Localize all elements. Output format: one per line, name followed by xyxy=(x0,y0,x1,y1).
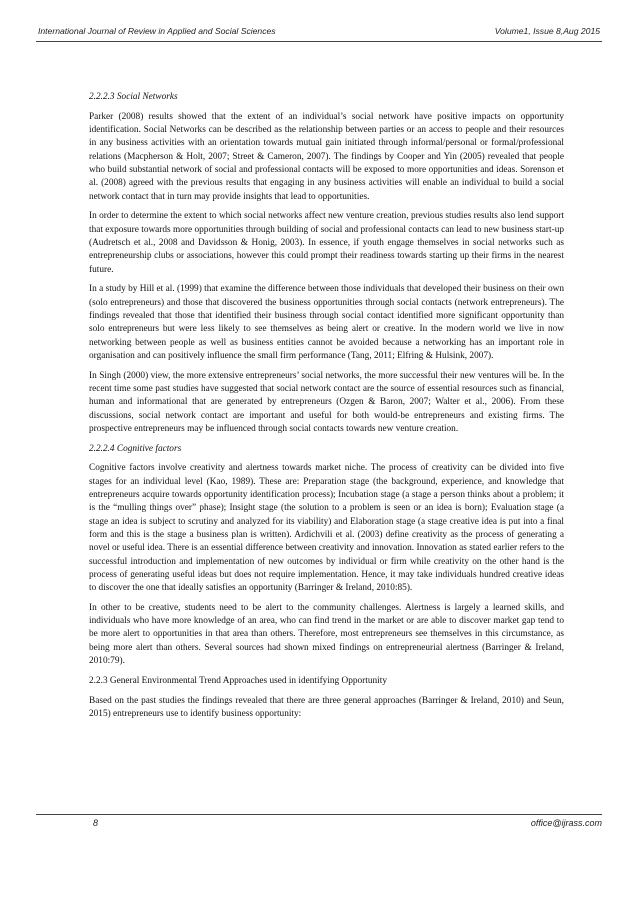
article-body xyxy=(89,91,564,728)
paragraph: In Singh (2000) view, the more extensive entrepreneurs’ social networks, the more successful their new ventures will be. In the recent time some past studies have suggested that social network contact are the source of essential resources such as financial, human and informational that are generated by entrepreneurs (Ozgen & Baron, 2007; Walter et al., 2006). From these discussions, social network contact are important and useful for both would-be entrepreneurs and existing firms. The prospective entrepreneurs may be influenced through social contacts towards new venture creation. xyxy=(89,370,564,434)
paragraph: Cognitive factors involve creativity and alertness towards market niche. The process of creativity can be divided into five stages for an individual level (Kao, 1989). These are: Preparation stage (the background, experience, and knowledge that entrepreneurs acquire towards opportunity identification process); Incubation stage (a stage a person thinks about a problem; it is the “mulling things over” phase); Insight stage (the solution to a problem is seen or an idea is born); Evaluation stage (a stage an idea is subject to scrutiny and analyzed for its viability) and Elaboration stage (a stage creative idea is put into a final form and this is the stage a business plan is written). Ardichvili et al. (2003) define creativity as the process of generating a novel or useful idea. There is an essential difference between creativity and innovation. Innovation as stated earlier refers to the successful introduction and implementation of new outcomes by individual or firm while creativity on the other hand is the process of generating useful ideas but does not require implementation. Hence, it may take individuals hundred creative ideas to discover the one that ideally satisfies an opportunity (Barringer & Ireland, 2010:85). xyxy=(89,463,564,594)
section-heading-social-networks: 2.2.2.3 Social Networks xyxy=(89,92,178,102)
paragraph: Based on the past studies the findings revealed that there are three general approaches (Barringer & Ireland, 2010) and Seun, 2015) entrepreneurs use to identify business opportunity: xyxy=(89,695,564,719)
paragraph: In order to determine the extent to which social networks affect new venture creation, previous studies results also lend support that exposure towards more opportunities through building of social and professional contacts can lead to new business start-up (Audretsch et al., 2008 and Davidsson & Honig, 2003). In essence, if youth engage themselves in social networks such as entrepreneurship clubs or associations, however this could prompt their readiness towards starting up their firms in the nearest future. xyxy=(89,211,564,275)
volume-issue: Volume1, Issue 8,Aug 2015 xyxy=(494,26,600,36)
section-heading-cognitive-factors: 2.2.2.4 Cognitive factors xyxy=(89,443,182,454)
footer-rule xyxy=(36,814,602,815)
page-number: 8 xyxy=(93,818,99,828)
paragraph: Parker (2008) results showed that the extent of an individual’s social network have positive impacts on opportunity identification. Social Networks can be described as the relationship between parties or an access to people and their resources in any business activities with an orientation towards mutual gain initiated through informal/personal or formal/professional relations (Macpherson & Holt, 2007; Street & Cameron, 2007). The findings by Cooper and Yin (2005) revealed that people who build substantial network of social and professional contacts will be exposed to more opportunities and ideas. Sorenson et al. (2008) agreed with the previous results that engaging in any business activities will enable an individual to build a social network contact that in turn may provide insights that lead to opportunities. xyxy=(89,111,564,202)
running-header xyxy=(38,26,600,40)
paragraph: In a study by Hill et al. (1999) that examine the difference between those individuals that developed their business on their own (solo entrepreneurs) and those that discovered the business opportunities through social contacts (network entrepreneurs). The findings revealed that those that identified their business through social contact identified more significant opportunity than solo entrepreneurs but were less likely to see themselves as being alert or creative. In the modern world we live in now networking between people as well as business entities cannot be avoided because a networking has an important role in organisation and can positively influence the small firm performance (Tang, 2011; Elfring & Hulsink, 2007). xyxy=(89,284,564,361)
running-footer xyxy=(93,818,602,832)
section-heading-environmental-trends: 2.2.3 General Environmental Trend Approaches used in identifying Opportunity xyxy=(89,675,387,686)
contact-email: office@ijrass.com xyxy=(530,818,602,828)
header-rule xyxy=(36,41,602,42)
paragraph: In other to be creative, students need to be alert to the community challenges. Alertness is largely a learned skills, and individuals who have more knowledge of an area, who can find trend in the market or are able to discover market gap tend to be more alert to opportunities in that area than others. Therefore, most entrepreneurs see themselves in this circumstance, as being more alert than others. Several sources had shown mixed findings on entrepreneurial alertness (Barringer & Ireland, 2010:79). xyxy=(89,602,564,667)
journal-title: International Journal of Review in Applied and Social Sciences xyxy=(38,26,276,36)
